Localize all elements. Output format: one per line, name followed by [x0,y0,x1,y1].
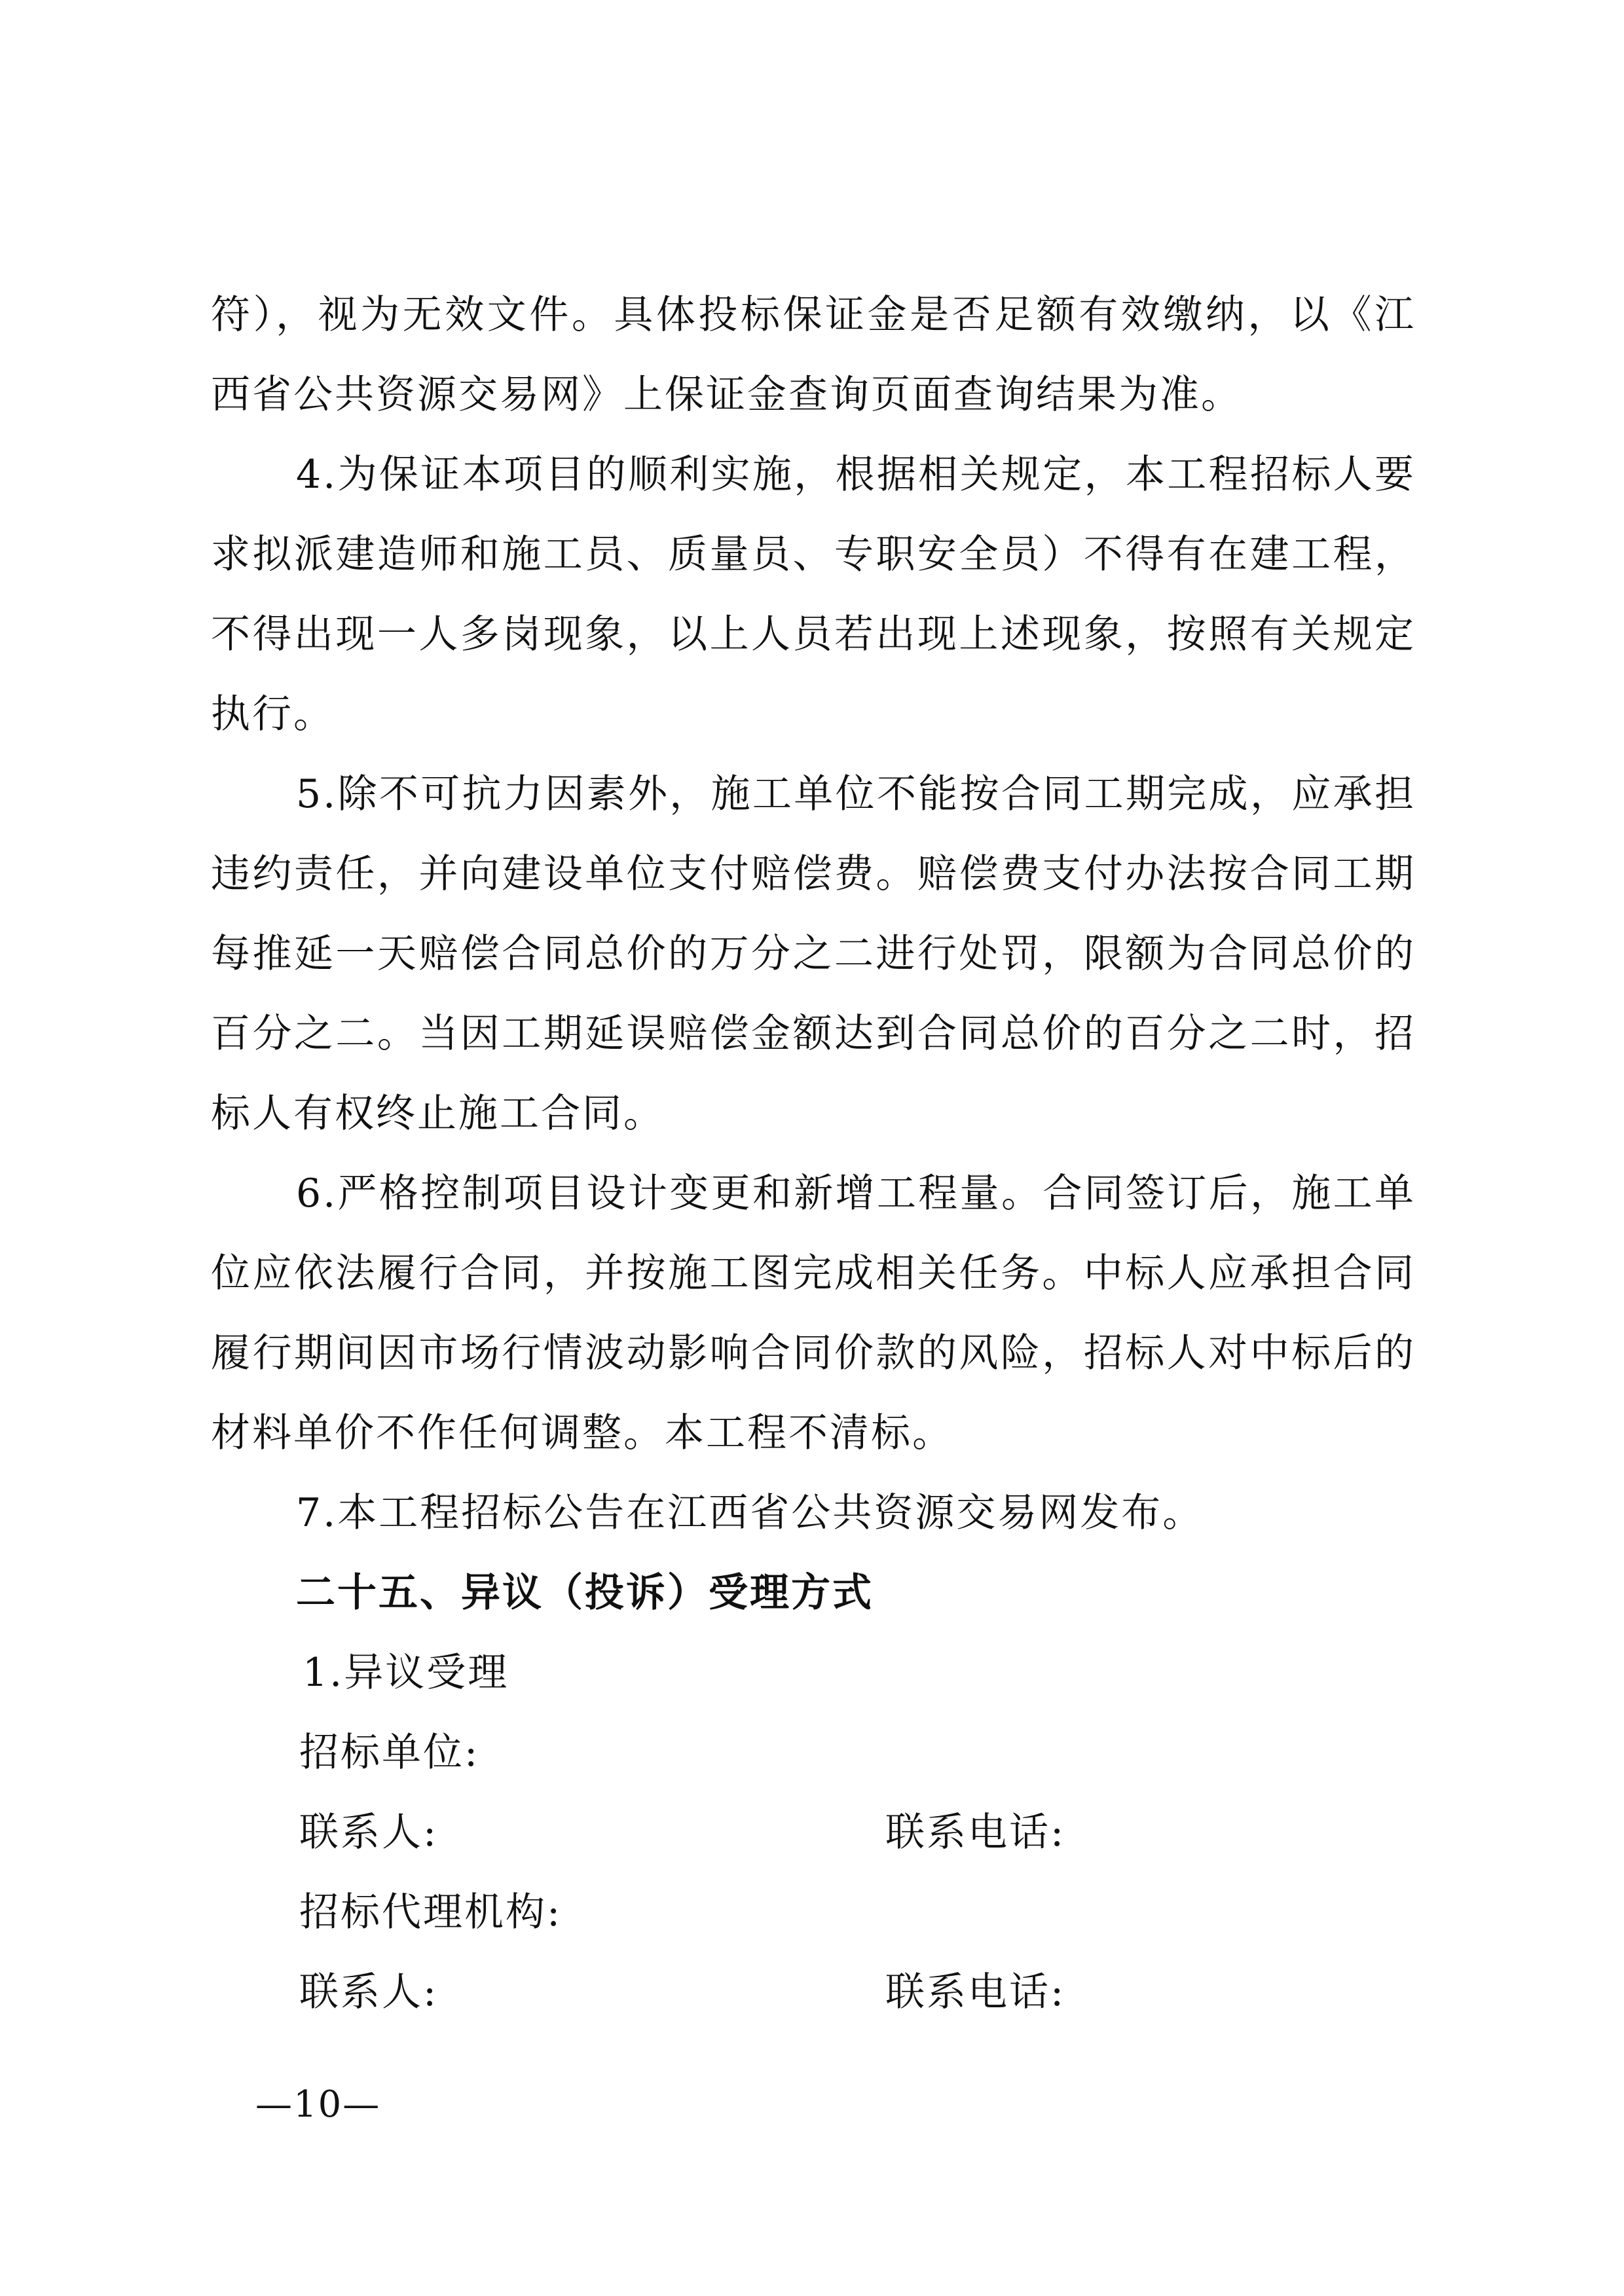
contact-label-2: 联系人: [299,1969,439,2015]
paragraph-item-6: 6.严格控制项目设计变更和新增工程量。合同签订后，施工单位应依法履行合同，并按施工图完成相关任务。中标人应承担合同履行期间因市场行情波动影响合同价款的风险，招标人对中标后的材料单价不作任何调整。本工程不清标。 [211,1171,1416,1456]
phone-label-2: 联系电话: [885,1969,1066,2015]
field-agency [211,1872,1416,1952]
field-contact-row-1 [211,1793,1416,1872]
document-body [211,275,1416,2032]
agency-label: 招标代理机构: [299,1889,563,1935]
paragraph-item-4: 4.为保证本项目的顺利实施，根据相关规定，本工程招标人要求拟派建造师和施工员、质量员、专职安全员）不得有在建工程，不得出现一人多岗现象，以上人员若出现上述现象，按照有关规定执行。 [211,452,1416,737]
page-number: —10— [255,2083,381,2126]
paragraph-item-7: 7.本工程招标公告在江西省公共资源交易网发布。 [296,1490,1204,1536]
paragraph-deposit-validity: 符），视为无效文件。具体投标保证金是否足额有效缴纳，以《江西省公共资源交易网》上保证金查询页面查询结果为准。 [211,292,1416,418]
phone-label-1: 联系电话: [885,1810,1066,1855]
paragraph-item-5: 5.除不可抗力因素外，施工单位不能按合同工期完成，应承担违约责任，并向建设单位支付赔偿费。赔偿费支付办法按合同工期每推延一天赔偿合同总价的万分之二进行处罚，限额为合同总价的百分之二。当因工期延误赔偿金额达到合同总价的百分之二时，招标人有权终止施工合同。 [211,771,1416,1137]
tenderer-label: 招标单位: [299,1730,480,1776]
section-heading-objection: 二十五、异议（投诉）受理方式 [296,1570,874,1616]
field-tenderer [211,1713,1416,1793]
field-contact-row-2 [211,1952,1416,2032]
subheading-objection-acceptance: 1.异议受理 [303,1650,509,1696]
contact-label-1: 联系人: [299,1810,439,1855]
